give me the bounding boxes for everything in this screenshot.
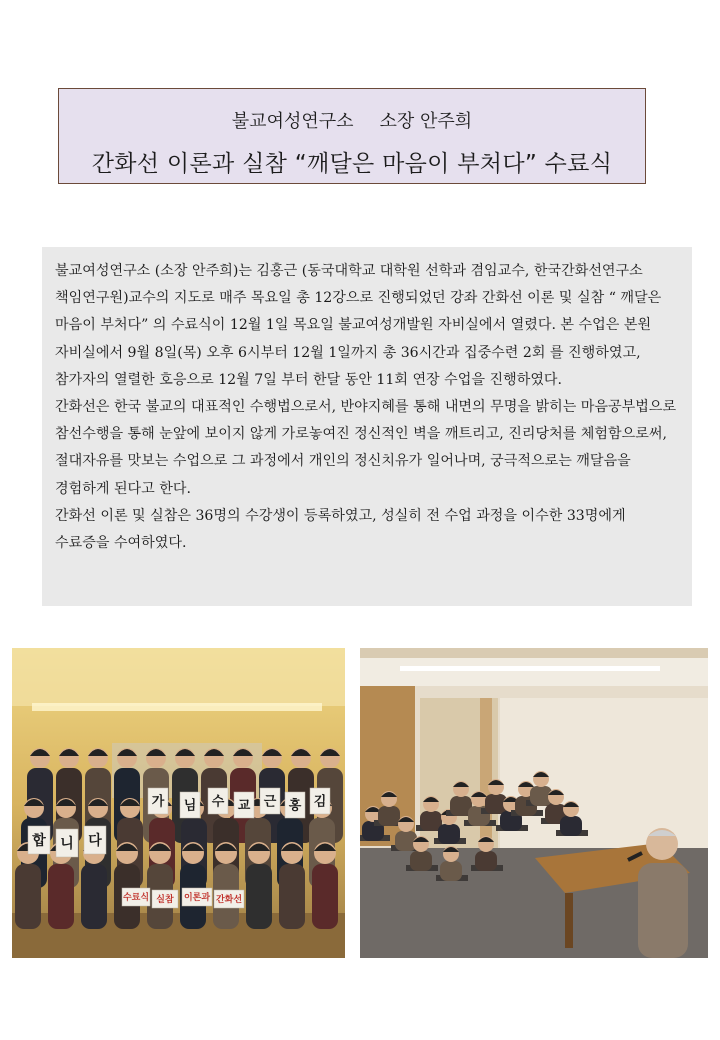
- sign-card: [182, 888, 212, 906]
- sign-card-text: 김: [313, 794, 327, 810]
- header-subtitle: [59, 107, 645, 133]
- page-title: 간화선 이론과 실참 “깨달은 마음이 부처다” 수료식: [91, 151, 613, 177]
- header-box: [58, 88, 646, 184]
- sign-card: [56, 829, 78, 857]
- sign-card-text: 홍: [288, 798, 302, 814]
- person: [246, 842, 272, 929]
- sign-card: [214, 890, 244, 908]
- organization-name: 불교여성연구소: [231, 111, 354, 132]
- article-paragraph-1: 불교여성연구소 (소장 안주희)는 김홍근 (동국대학교 대학원 선학과 겸임교수, 한국간화선연구소 책임연구원)교수의 지도로 매주 목요일 총 12강으로 진행되었던 강좌 간화선 이론 및 실참 “ 깨달은 마음이 부처다” 의 수료식이 12월 1일 목요일 불교여성개발원 자비실에서 열렸다. 본 수업은 본원 자비실에서 9월 8일(목) 오후 6시부터 12월 1일까지 총 36시간과 집중수련 2회 를 진행하였고, 참가자의 열렬한 호응으로 12월 7일 부터 한달 동안 11회 연장 수업을 진행하였다.: [55, 263, 662, 388]
- sign-card: [285, 792, 305, 818]
- sign-card: [208, 788, 228, 814]
- person: [279, 842, 305, 929]
- sign-card-text: 이론과: [183, 893, 211, 904]
- sign-card: [180, 792, 200, 818]
- sign-card-text: 수료식: [122, 893, 150, 904]
- sign-card: [234, 792, 254, 818]
- sign-card: [152, 890, 178, 908]
- sign-card-text: 가: [151, 794, 165, 810]
- sign-card-text: 다: [88, 833, 102, 850]
- person: [15, 842, 41, 929]
- person: [114, 842, 140, 929]
- group-photo-image: [12, 648, 345, 958]
- sign-card-text: 간화선: [215, 895, 243, 906]
- sign-card: [310, 788, 330, 814]
- sign-card: [260, 788, 280, 814]
- person: [312, 842, 338, 929]
- article-body: [42, 247, 692, 606]
- sign-card-text: 니: [60, 836, 74, 853]
- sign-card: [122, 888, 150, 906]
- class-photo: [360, 648, 708, 958]
- sign-card-text: 근: [263, 794, 277, 810]
- person: [213, 842, 239, 929]
- sign-card: [148, 788, 168, 814]
- article-paragraph-2: 간화선은 한국 불교의 대표적인 수행법으로서, 반야지혜를 통해 내면의 무명을 밝히는 마음공부법으로 참선수행을 통해 눈앞에 보이지 않게 가로놓여진 정신적인 벽을 깨트리고, 진리당처를 체험함으로써, 절대자유를 맛보는 수업으로 그 과정에서 개인의 정신치유가 일어나며, 궁극적으로는 깨달음을 경험하게 된다고 한다.: [55, 399, 677, 497]
- sign-card-text: 수: [211, 794, 225, 810]
- sign-card-text: 합: [32, 833, 46, 850]
- director-name: 소장 안주희: [379, 111, 473, 132]
- sign-card-text: 님: [183, 798, 197, 814]
- table-leg: [565, 893, 573, 948]
- sign-card-text: 교: [237, 798, 251, 814]
- sign-card: [28, 826, 50, 854]
- class-photo-image: [360, 648, 708, 958]
- person: [180, 842, 206, 929]
- person: [147, 842, 173, 929]
- group-photo: [12, 648, 345, 958]
- sign-card: [84, 826, 106, 854]
- sign-card-text: 실참: [156, 895, 174, 906]
- article-paragraph-3: 간화선 이론 및 실참은 36명의 수강생이 등록하였고, 성실히 전 수업 과정을 이수한 33명에게 수료증을 수여하였다.: [55, 507, 626, 552]
- person: [81, 842, 107, 929]
